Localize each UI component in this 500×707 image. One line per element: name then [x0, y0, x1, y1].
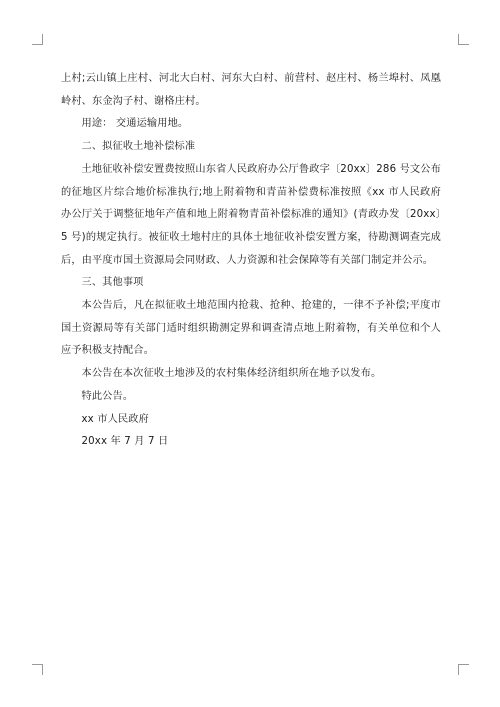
crop-mark-top-left: [32, 34, 43, 45]
paragraph-no-compensation: 本公告后，凡在拟征收土地范围内抢栽、抢种、抢建的，一律不予补偿;平度市国土资源局等有关部门适时组织勘测定界和调查清点地上附着物，有关单位和个人应予积极支持配合。: [61, 300, 441, 357]
document-body: [61, 68, 441, 454]
paragraph-land-use: 用途： 交通运输用地。: [81, 118, 189, 130]
paragraph-publication: 本公告在本次征收土地涉及的农村集体经济组织所在地予以发布。: [81, 368, 382, 380]
paragraph-compensation-standard: 土地征收补偿安置费按照山东省人民政府办公厅鲁政字〔20xx〕286 号文公布的征地区片综合地价标准执行;地上附着物和青苗补偿费标准按照《xx 市人民政府办公厅关于调整征地年产值和地上附着物青苗补偿标准的通知》(青政办发〔20xx〕5 号)的规定执行。被征收土地村庄的具体土地征收补偿安置方案，待勘测调查完成后，由平度市国土资源局会同财政、人力资源和社会保障等有关部门制定并公示。: [61, 163, 441, 266]
crop-mark-bottom-left: [32, 664, 43, 675]
section-heading-compensation: 二、拟征收土地补偿标准: [81, 141, 196, 153]
paragraph-village-list: 上村;云山镇上庄村、河北大白村、河东大白村、前营村、赵庄村、杨兰埠村、凤凰岭村、东金沟子村、谢格庄村。: [61, 73, 441, 107]
crop-mark-bottom-right: [458, 664, 469, 675]
crop-mark-top-right: [458, 34, 469, 45]
signature-issuer: xx 市人民政府: [81, 413, 149, 425]
section-heading-other-matters: 三、其他事项: [81, 277, 144, 289]
signature-date: 20xx 年 7 月 7 日: [81, 436, 169, 448]
paragraph-closing: 特此公告。: [81, 390, 134, 402]
